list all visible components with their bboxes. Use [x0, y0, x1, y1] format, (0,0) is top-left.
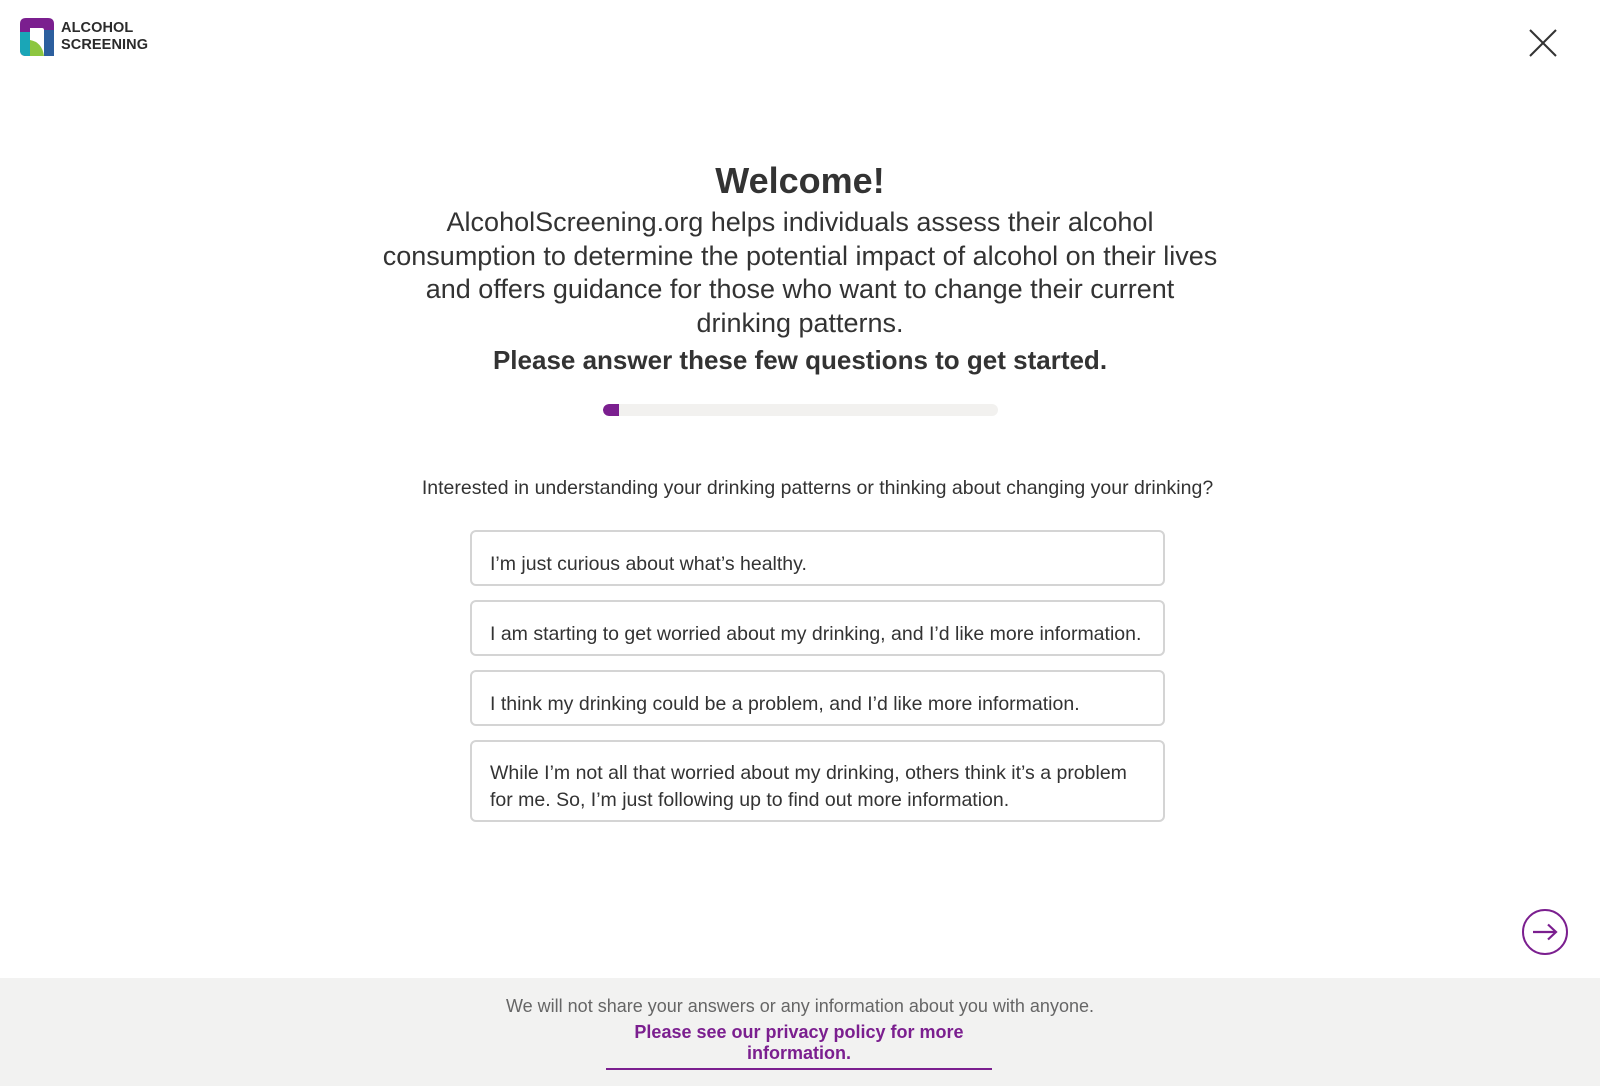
answer-option-problem[interactable]: I think my drinking could be a problem, and I’d like more information.	[470, 670, 1165, 726]
logo-mark-icon	[20, 18, 54, 56]
privacy-notice: We will not share your answers or any information about you with anyone.	[506, 996, 1094, 1016]
logo-line-1: ALCOHOL	[61, 20, 134, 36]
progress-bar	[603, 404, 998, 416]
progress-fill	[603, 404, 619, 416]
answer-options	[470, 530, 1165, 836]
close-button[interactable]	[1528, 28, 1558, 58]
arrow-right-icon	[1532, 923, 1558, 941]
prompt-heading: Please answer these few questions to get started.	[492, 345, 1108, 375]
logo[interactable]	[20, 18, 148, 56]
logo-line-2: SCREENING	[61, 37, 149, 53]
answer-option-others-think[interactable]: While I’m not all that worried about my drinking, others think it’s a problem for me. So, I’m just following up to find out more information.	[470, 740, 1165, 822]
footer	[0, 978, 1600, 1086]
answer-option-worried[interactable]: I am starting to get worried about my drinking, and I’d like more information.	[470, 600, 1165, 656]
question-text: Interested in understanding your drinking patterns or thinking about changing your drinking?	[421, 477, 1214, 499]
close-icon	[1528, 28, 1558, 58]
intro-text: AlcoholScreening.org helps individuals assess their alcohol consumption to determine the potential impact of alcohol on their lives and offers guidance for those who want to change their current drinking patterns.	[382, 207, 1218, 338]
logo-text	[61, 20, 148, 54]
answer-option-curious[interactable]: I’m just curious about what’s healthy.	[470, 530, 1165, 586]
page-title: Welcome!	[715, 160, 885, 201]
privacy-policy-link[interactable]: Please see our privacy policy for more information.	[606, 1022, 992, 1070]
next-button[interactable]	[1522, 909, 1568, 955]
